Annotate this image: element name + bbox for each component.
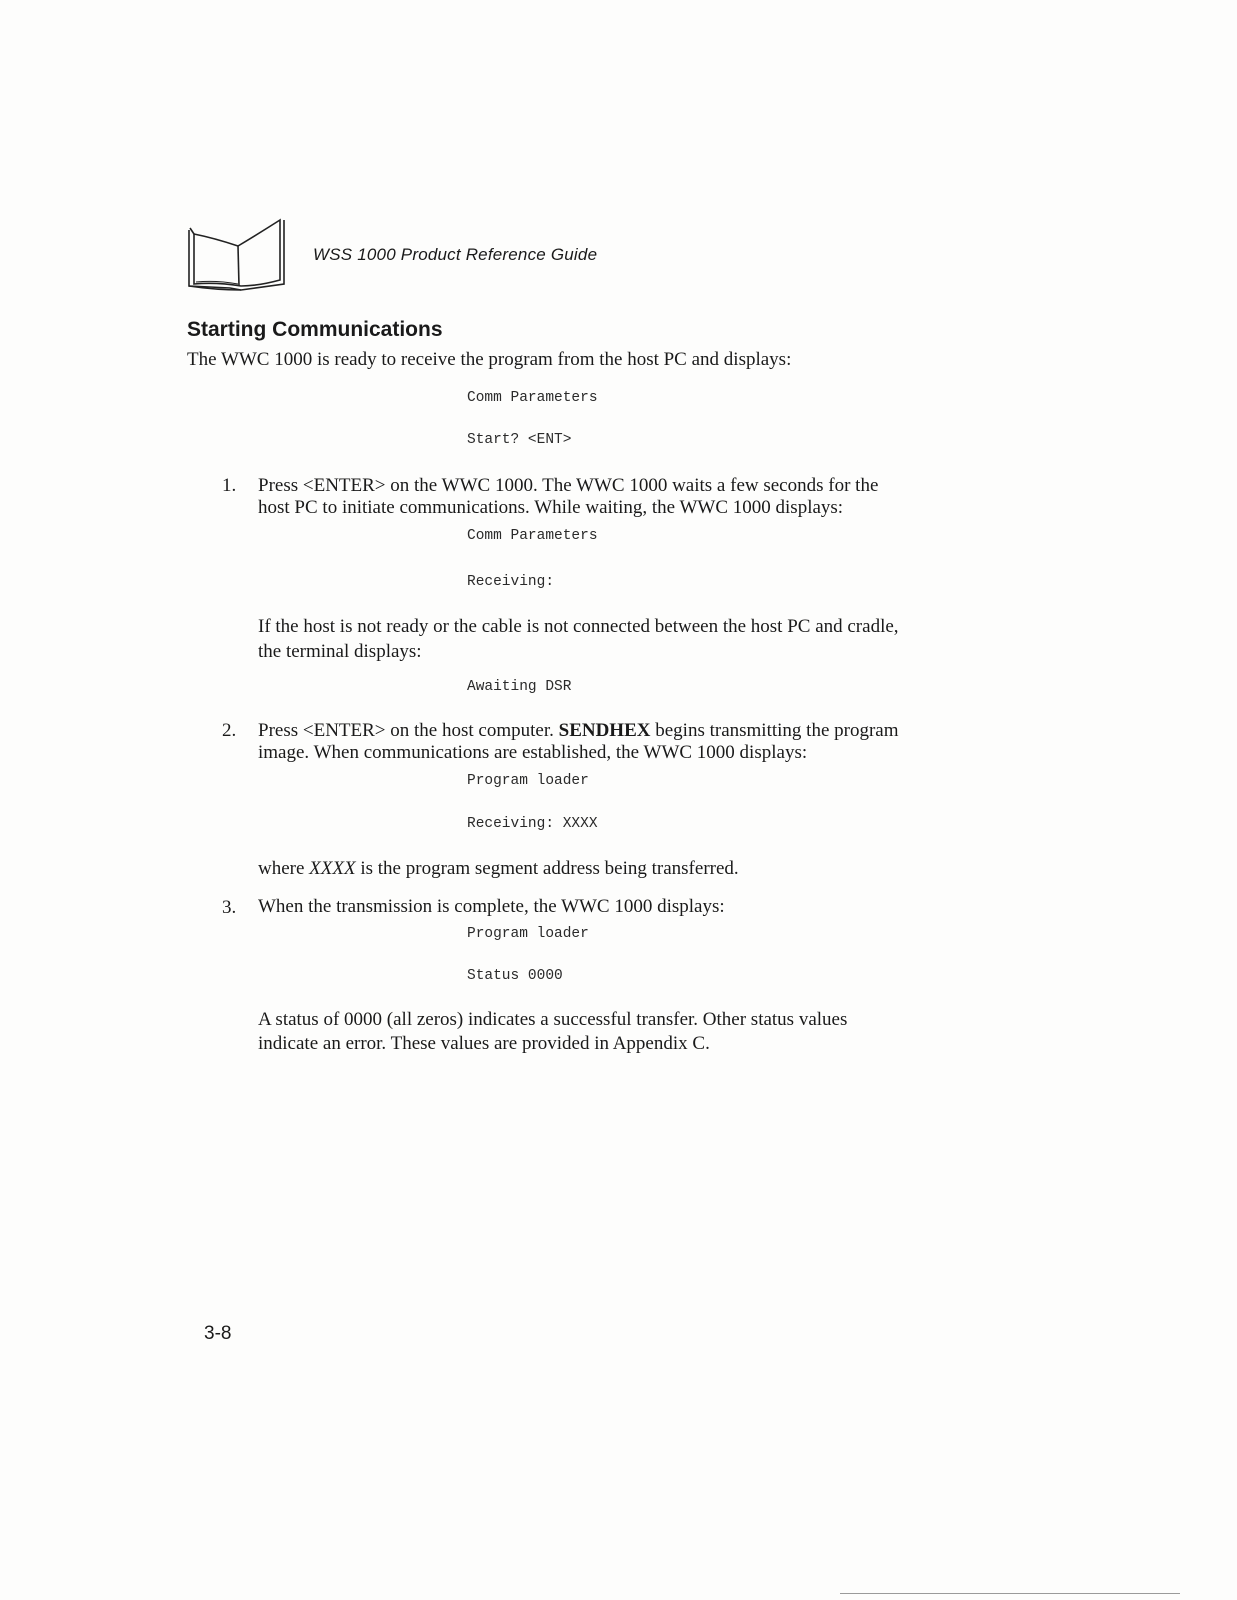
display-line: Comm Parameters — [467, 390, 598, 406]
note-paragraph: the terminal displays: — [258, 641, 422, 662]
display-line: Comm Parameters — [467, 528, 598, 544]
running-header-title: WSS 1000 Product Reference Guide — [313, 245, 598, 264]
display-line: Awaiting DSR — [467, 679, 572, 695]
step-text: Press <ENTER> on the WWC 1000. The WWC 1000 waits a few seconds for the — [258, 475, 879, 496]
section-heading: Starting Communications — [187, 318, 443, 341]
note-paragraph: If the host is not ready or the cable is not connected between the host PC and cradle, — [258, 616, 899, 637]
display-line: Status 0000 — [467, 968, 563, 984]
note-paragraph: where XXXX is the program segment address being transferred. — [258, 858, 739, 879]
note-paragraph: A status of 0000 (all zeros) indicates a successful transfer. Other status values — [258, 1009, 848, 1030]
display-line: Receiving: XXXX — [467, 816, 598, 832]
display-line: Receiving: — [467, 574, 555, 590]
open-book-icon — [186, 216, 286, 294]
scan-edge-line — [840, 1593, 1180, 1594]
display-line: Program loader — [467, 773, 589, 789]
step-number: 1. — [222, 475, 237, 496]
display-line: Program loader — [467, 926, 589, 942]
step-text: host PC to initiate communications. While waiting, the WWC 1000 displays: — [258, 497, 844, 518]
step-text: Press <ENTER> on the host computer. SENDHEX begins transmitting the program — [258, 720, 899, 741]
step-number: 2. — [222, 720, 237, 741]
page-number: 3-8 — [204, 1323, 232, 1344]
step-number: 3. — [222, 897, 237, 918]
step-text: image. When communications are established, the WWC 1000 displays: — [258, 742, 808, 763]
note-paragraph: indicate an error. These values are provided in Appendix C. — [258, 1033, 710, 1054]
intro-paragraph: The WWC 1000 is ready to receive the program from the host PC and displays: — [187, 349, 792, 370]
step-text: When the transmission is complete, the WWC 1000 displays: — [258, 896, 725, 917]
display-line: Start? <ENT> — [467, 432, 572, 448]
